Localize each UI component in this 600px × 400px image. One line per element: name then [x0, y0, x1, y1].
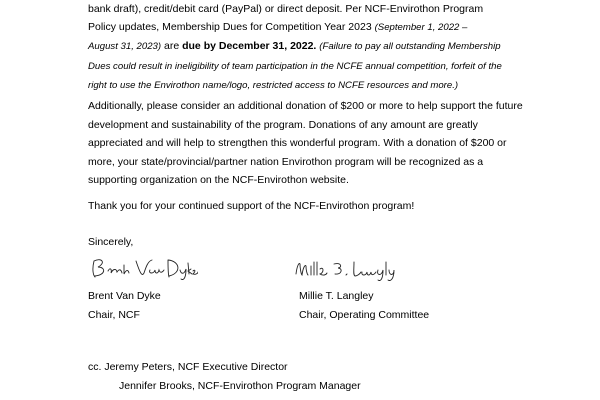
signature-millie-langley: [290, 256, 400, 282]
signer-name: Millie T. Langley: [299, 290, 374, 302]
payment-are: are: [164, 40, 180, 53]
closing: Sincerely,: [88, 236, 134, 248]
cc-line-1: cc. Jeremy Peters, NCF Executive Director: [88, 361, 288, 373]
signer-block-1: [88, 287, 161, 324]
cc-block: [88, 358, 361, 396]
payment-line-1: bank draft), credit/debit card (PayPal) or direct deposit. Per NCF-Envirothon Program: [88, 3, 484, 15]
signer-block-2: [299, 287, 429, 324]
donation-paragraph: Additionally, please consider an additional donation of $200 or more to help support the future development and sustainability of the program. Donations of any amount are greatly appreciated and will help to strengthen this wonderful program. With a donation of $200 or more, your state/provincial/partner nation Envirothon program will be recognized as a supporting organization on the NCF-Envirothon website.: [88, 100, 523, 187]
thanks-paragraph: Thank you for your continued support of the NCF-Envirothon program!: [88, 200, 415, 212]
payment-line-2: Policy updates, Membership Dues for Competition Year 2023: [88, 21, 372, 34]
payment-note-end: right to use the Envirothon name/logo, restricted access to NCFE resources and more.): [88, 79, 459, 91]
signer-title: Chair, NCF: [88, 308, 140, 321]
payment-period-start: (September 1, 2022 –: [374, 22, 468, 34]
cc-line-2: Jennifer Brooks, NCF-Envirothon Program Manager: [119, 380, 361, 392]
payment-note-start: (Failure to pay all outstanding Membership: [319, 41, 501, 53]
payment-period-end: August 31, 2023): [88, 41, 162, 53]
signer-title: Chair, Operating Committee: [299, 308, 430, 321]
payment-due-date: due by December 31, 2022.: [182, 40, 317, 53]
signer-name: Brent Van Dyke: [88, 290, 161, 302]
payment-note-middle: Dues could result in ineligibility of team participation in the NCFE annual competition, forfeit of the: [88, 60, 502, 72]
signature-brent-van-dyke: [88, 253, 198, 281]
payment-paragraph: [88, 0, 528, 95]
